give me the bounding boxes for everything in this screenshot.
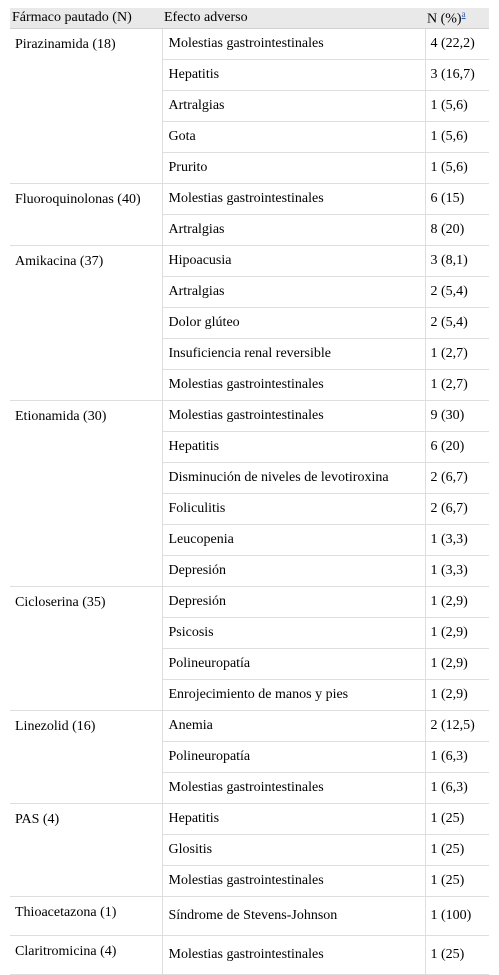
- count-cell: 1 (6,3): [425, 773, 489, 804]
- count-cell: 1 (100): [425, 897, 489, 936]
- count-cell: 4 (22,2): [425, 29, 489, 60]
- count-cell: 2 (12,5): [425, 711, 489, 742]
- drug-cell: Etionamida (30): [10, 401, 162, 587]
- effect-cell: Síndrome de Stevens-Johnson: [162, 897, 425, 936]
- count-cell: 2 (6,7): [425, 494, 489, 525]
- count-cell: 1 (25): [425, 835, 489, 866]
- effect-cell: Depresión: [162, 556, 425, 587]
- count-cell: 1 (2,7): [425, 370, 489, 401]
- table-body: [10, 29, 489, 975]
- adverse-effects-table: [10, 8, 489, 975]
- table-row: [10, 401, 489, 432]
- drug-cell: Thioacetazona (1): [10, 897, 162, 936]
- drug-cell: Linezolid (16): [10, 711, 162, 804]
- drug-cell: Amikacina (37): [10, 246, 162, 401]
- table-row: [10, 936, 489, 975]
- table-row: [10, 184, 489, 215]
- table-row: [10, 711, 489, 742]
- effect-cell: Foliculitis: [162, 494, 425, 525]
- table-header-row: [10, 8, 489, 29]
- effect-cell: Hepatitis: [162, 60, 425, 91]
- count-cell: 1 (2,9): [425, 680, 489, 711]
- header-n-label: N (%): [427, 11, 462, 27]
- effect-cell: Molestias gastrointestinales: [162, 184, 425, 215]
- effect-cell: Molestias gastrointestinales: [162, 866, 425, 897]
- effect-cell: Polineuropatía: [162, 649, 425, 680]
- effect-cell: Leucopenia: [162, 525, 425, 556]
- table-row: [10, 587, 489, 618]
- table-row: [10, 29, 489, 60]
- effect-cell: Hepatitis: [162, 804, 425, 835]
- count-cell: 2 (5,4): [425, 308, 489, 339]
- effect-cell: Dolor glúteo: [162, 308, 425, 339]
- count-cell: 2 (6,7): [425, 463, 489, 494]
- effect-cell: Enrojecimiento de manos y pies: [162, 680, 425, 711]
- table-row: [10, 246, 489, 277]
- count-cell: 2 (5,4): [425, 277, 489, 308]
- effect-cell: Artralgias: [162, 215, 425, 246]
- count-cell: 1 (2,9): [425, 618, 489, 649]
- effect-cell: Anemia: [162, 711, 425, 742]
- effect-cell: Psicosis: [162, 618, 425, 649]
- count-cell: 1 (3,3): [425, 556, 489, 587]
- count-cell: 1 (25): [425, 866, 489, 897]
- effect-cell: Insuficiencia renal reversible: [162, 339, 425, 370]
- effect-cell: Molestias gastrointestinales: [162, 936, 425, 975]
- footnote-link[interactable]: a: [461, 8, 466, 19]
- effect-cell: Molestias gastrointestinales: [162, 401, 425, 432]
- drug-cell: PAS (4): [10, 804, 162, 897]
- count-cell: 1 (6,3): [425, 742, 489, 773]
- effect-cell: Prurito: [162, 153, 425, 184]
- drug-cell: Cicloserina (35): [10, 587, 162, 711]
- count-cell: 1 (5,6): [425, 91, 489, 122]
- drug-cell: Fluoroquinolonas (40): [10, 184, 162, 246]
- count-cell: 3 (8,1): [425, 246, 489, 277]
- effect-cell: Disminución de niveles de levotiroxina: [162, 463, 425, 494]
- header-effect: Efecto adverso: [162, 8, 425, 29]
- effect-cell: Molestias gastrointestinales: [162, 773, 425, 804]
- effect-cell: Artralgias: [162, 277, 425, 308]
- count-cell: 9 (30): [425, 401, 489, 432]
- count-cell: 6 (20): [425, 432, 489, 463]
- count-cell: 8 (20): [425, 215, 489, 246]
- drug-cell: Pirazinamida (18): [10, 29, 162, 184]
- count-cell: 1 (25): [425, 804, 489, 835]
- count-cell: 1 (25): [425, 936, 489, 975]
- effect-cell: Gota: [162, 122, 425, 153]
- drug-cell: Claritromicina (4): [10, 936, 162, 975]
- count-cell: 1 (2,9): [425, 587, 489, 618]
- effect-cell: Molestias gastrointestinales: [162, 370, 425, 401]
- effect-cell: Hipoacusia: [162, 246, 425, 277]
- count-cell: 1 (2,9): [425, 649, 489, 680]
- count-cell: 1 (5,6): [425, 153, 489, 184]
- count-cell: 1 (2,7): [425, 339, 489, 370]
- table-row: [10, 897, 489, 936]
- effect-cell: Molestias gastrointestinales: [162, 29, 425, 60]
- table-row: [10, 804, 489, 835]
- effect-cell: Polineuropatía: [162, 742, 425, 773]
- count-cell: 1 (5,6): [425, 122, 489, 153]
- header-drug: Fármaco pautado (N): [10, 8, 162, 29]
- count-cell: 6 (15): [425, 184, 489, 215]
- effect-cell: Artralgias: [162, 91, 425, 122]
- effect-cell: Depresión: [162, 587, 425, 618]
- count-cell: 3 (16,7): [425, 60, 489, 91]
- effect-cell: Glositis: [162, 835, 425, 866]
- effect-cell: Hepatitis: [162, 432, 425, 463]
- header-n: [425, 8, 489, 29]
- count-cell: 1 (3,3): [425, 525, 489, 556]
